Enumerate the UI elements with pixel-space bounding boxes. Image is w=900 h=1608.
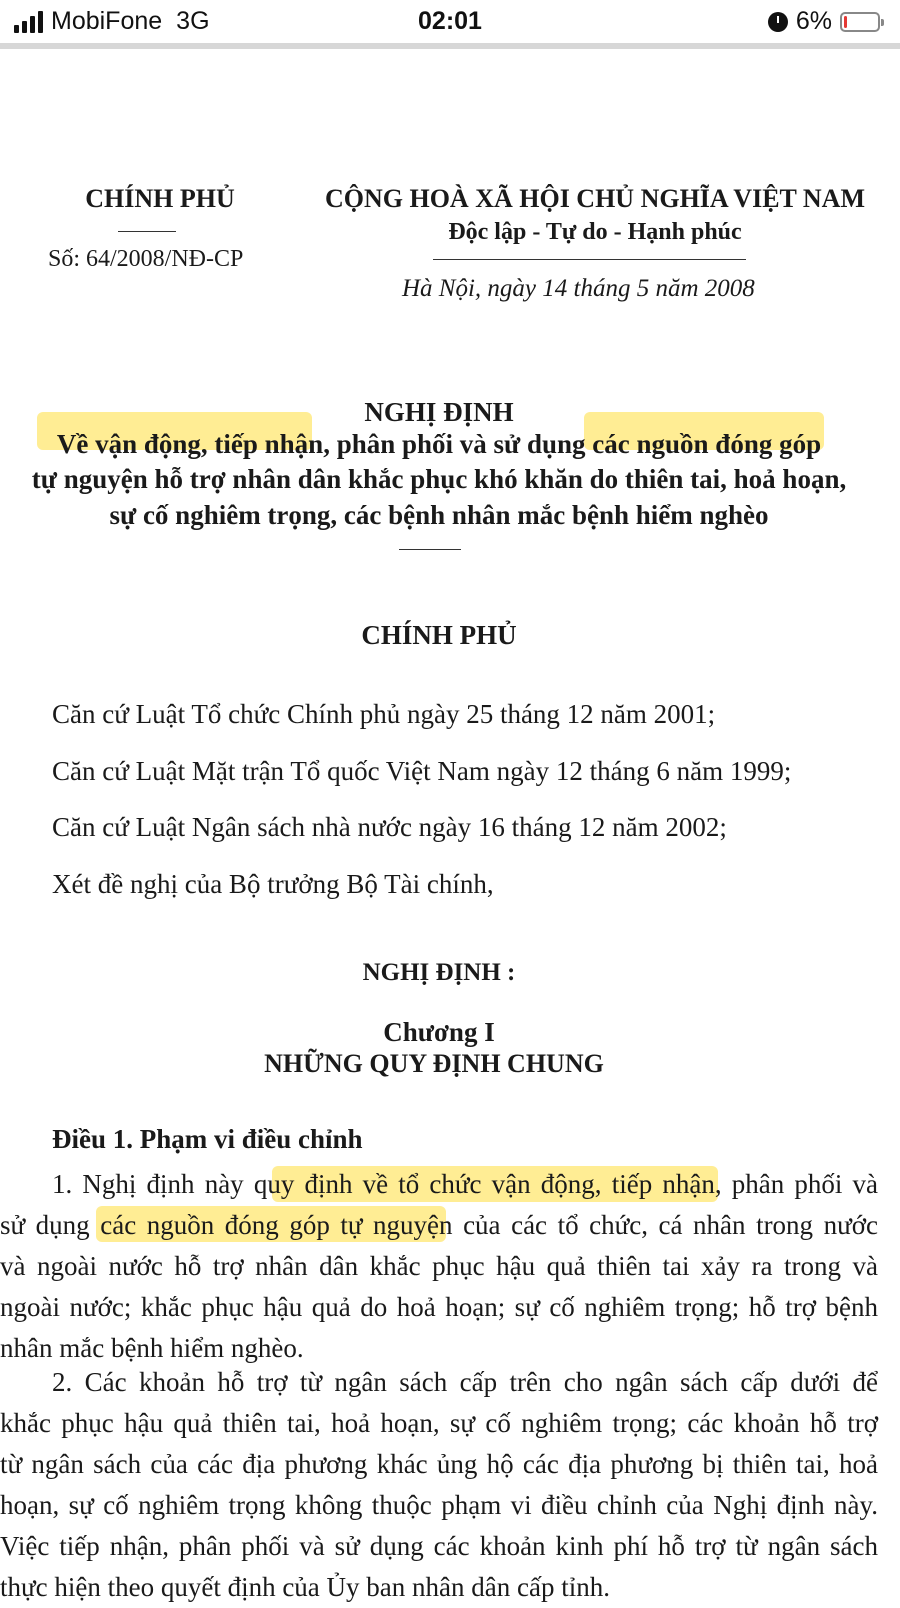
paragraph-line: ngoài nước; khắc phục hậu quả do hoả hoạn; sự cố nghiêm trọng; hỗ trợ bệnh [0,1292,878,1322]
legal-basis-line: Xét đề nghị của Bộ trưởng Bộ Tài chính, [52,869,494,899]
status-time: 02:01 [418,7,482,35]
paragraph-line: nhân mắc bệnh hiểm nghèo. [0,1333,304,1363]
network-type: 3G [176,7,210,35]
national-motto: Độc lập - Tự do - Hạnh phúc [448,219,742,245]
country-name: CỘNG HOÀ XÃ HỘI CHỦ NGHĨA VIỆT NAM [324,184,866,213]
paragraph-line: 2. Các khoản hỗ trợ từ ngân sách cấp trên cho ngân sách cấp dưới để [52,1367,878,1397]
paragraph-line: khắc phục hậu quả thiên tai, hoả hoạn, sự cố nghiêm trọng; các khoản hỗ trợ [0,1408,878,1438]
paragraph-line: Việc tiếp nhận, phân phối và sử dụng các khoản kinh phí hỗ trợ từ ngân sách [0,1531,878,1561]
motto-underline [433,259,746,260]
paragraph-line: từ ngân sách của các địa phương khác ủng hộ các địa phương bị thiên tai, hoả [0,1449,878,1479]
battery-percent: 6% [795,7,832,35]
decree-subtitle-line: sự cố nghiêm trọng, các bệnh nhân mắc bệnh hiểm nghèo [109,500,769,530]
article-1-paragraph-1 [0,1164,878,1369]
chapter-number: Chương I [383,1017,495,1047]
decree-heading: NGHỊ ĐỊNH : [362,959,516,986]
legal-basis-line: Căn cứ Luật Tổ chức Chính phủ ngày 25 tháng 12 năm 2001; [52,699,716,729]
legal-basis-line: Căn cứ Luật Mặt trận Tổ quốc Việt Nam ngày 12 tháng 6 năm 1999; [52,756,792,786]
status-right [768,7,880,36]
title-divider [399,549,461,550]
document-page[interactable] [0,50,900,1600]
paragraph-line: 1. Nghị định này quy định về tổ chức vận động, tiếp nhận, phân phối và [52,1169,878,1199]
authority-heading: CHÍNH PHỦ [361,620,517,650]
status-divider [0,43,900,49]
chapter-title: NHỮNG QUY ĐỊNH CHUNG [264,1049,604,1078]
paragraph-line: hoạn, sự cố nghiêm trọng không thuộc phạm vi điều chỉnh của Nghị định này. [0,1490,878,1520]
issuer-underline [118,231,176,232]
status-bar [0,0,900,44]
document-number: Số: 64/2008/NĐ-CP [48,246,244,272]
battery-level-fill [844,16,847,28]
decree-subtitle-line: Về vận động, tiếp nhận, phân phối và sử dụng các nguồn đóng góp [56,429,822,459]
article-1-paragraph-2 [0,1362,878,1608]
paragraph-line: và ngoài nước hỗ trợ nhân dân khắc phục hậu quả thiên tai xảy ra trong và [0,1251,878,1281]
issuer-name: CHÍNH PHỦ [85,184,235,213]
alarm-clock-icon [768,12,788,32]
decree-title: NGHỊ ĐỊNH [364,397,514,427]
article-heading: Điều 1. Phạm vi điều chỉnh [52,1124,363,1154]
battery-icon [840,12,880,32]
carrier-name: MobiFone [51,7,163,35]
legal-basis-line: Căn cứ Luật Ngân sách nhà nước ngày 16 tháng 12 năm 2002; [52,812,727,842]
decree-subtitle-line: tự nguyện hỗ trợ nhân dân khắc phục khó khăn do thiên tai, hoả hoạn, [31,464,847,494]
place-and-date: Hà Nội, ngày 14 tháng 5 năm 2008 [402,275,755,302]
paragraph-line: thực hiện theo quyết định của Ủy ban nhân dân cấp tỉnh. [0,1572,610,1602]
paragraph-line: sử dụng các nguồn đóng góp tự nguyện của các tổ chức, cá nhân trong nước [0,1210,878,1240]
